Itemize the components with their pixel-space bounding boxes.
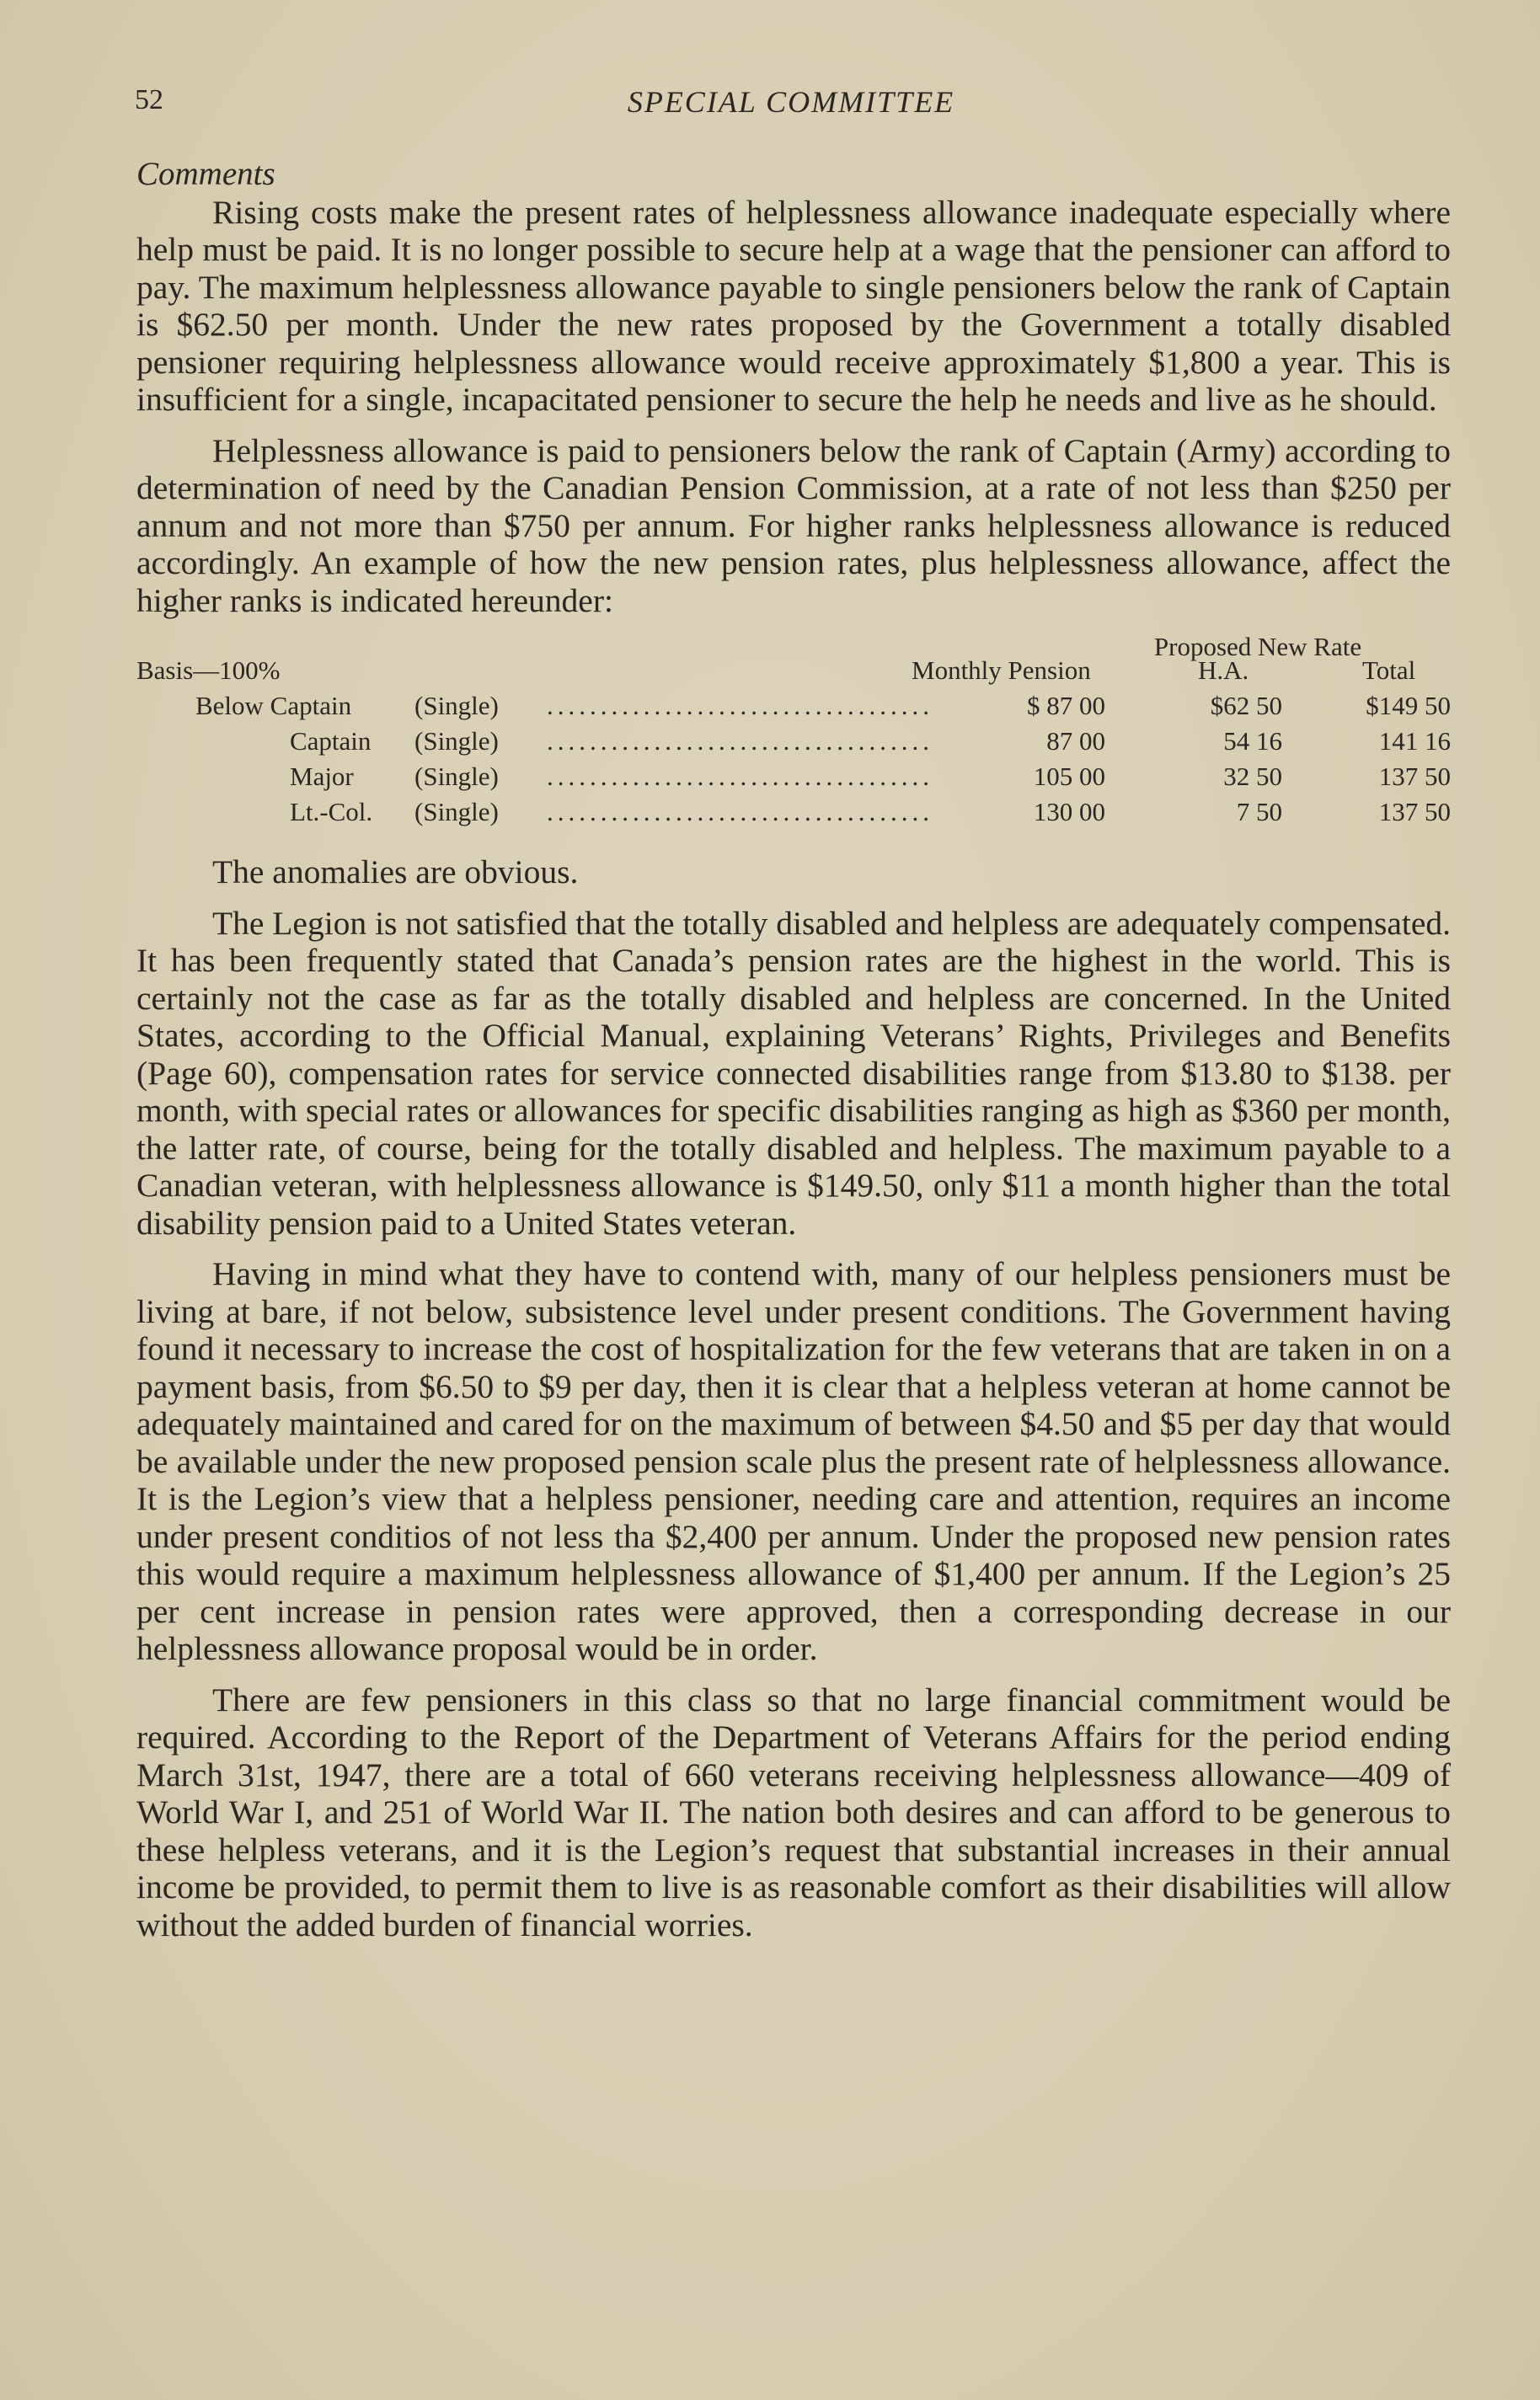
row-monthly-pension: 130 00 (1033, 797, 1105, 826)
row-rank: Captain (290, 726, 372, 756)
table-superhead: Proposed New Rate (1153, 632, 1362, 661)
section-heading: Comments (136, 156, 275, 192)
running-head: SPECIAL COMMITTEE (627, 85, 955, 119)
paragraph: The anomalies are obvious. (212, 853, 579, 890)
row-total: 137 50 (1378, 797, 1451, 826)
row-monthly-pension: 105 00 (1033, 762, 1105, 791)
paragraph: Having in mind what they have to contend with, many of our helpless pensioners must be living at bare, if not below, subsistence level under present conditions. The Government having found it necessary to increase the cost of hospitalization for the few veterans that are taken in on a payment basis, from $6.50 to $9 per day, then it is clear that a helpless veteran at home cannot be adequately maintained and cared for on the maximum of between $4.50 and $5 per day that would be available under the new proposed pension scale plus the present rate of helplessness allowance. It is the Legion’s view that a helpless pensioner, needing care and attention, requires an income under present conditios of not less tha $2,400 per annum. Under the proposed new pension rates this would require a maximum helplessness allowance of $1,400 per annum. If the Legion’s 25 per cent increase in pension rates were approved, then a corresponding decrease in our helplessness allowance proposal would be in order. (136, 1255, 1451, 1667)
paragraph: Helplessness allowance is paid to pensioners below the rank of Captain (Army) according to determination of need by the Canadian Pension Commission, at a rate of not less than $250 per annum and not more than $750 per annum. For higher ranks helplessness allowance is reduced accordingly. An example of how the new pension rates, plus helplessness allowance, affect the higher ranks is indicated hereunder: (136, 431, 1451, 619)
row-ha: 7 50 (1236, 797, 1282, 826)
row-ha: 54 16 (1223, 726, 1282, 756)
row-status: (Single) (414, 797, 499, 826)
row-monthly-pension: $ 87 00 (1027, 691, 1105, 720)
paragraph: The Legion is not satisfied that the totally disabled and helpless are adequately compensated. It has been frequently stated that Canada’s pension rates are the highest in the world. This is certainly not the case as far as the totally disabled and helpless are concerned. In the United States, according to the Official Manual, explaining Veterans’ Rights, Privileges and Benefits (Page 60), compensation rates for service connected disabilities range from $13.80 to $138. per month, with special rates or allowances for specific disabilities ranging as high as $360 per month, the latter rate, of course, being for the totally disabled and helpless. The maximum payable to a Canadian veteran, with helplessness allowance is $149.50, only $11 a month higher than the total disability pension paid to a United States veteran. (136, 904, 1451, 1242)
row-status: (Single) (414, 691, 499, 720)
page-number: 52 (135, 84, 163, 115)
rates-table (136, 629, 1451, 840)
column-header-monthly-pension: Monthly Pension (912, 655, 1091, 685)
paragraph: Rising costs make the present rates of helplessness allowance inadequate especially where help must be paid. It is no longer possible to secure help at a wage that the pensioner can afford to pay. The maximum helplessness allowance payable to single pensioners below the rank of Captain is $62.50 per month. Under the new rates proposed by the Government a totally disabled pensioner requiring helplessness allowance would receive approximately $1,800 a year. This is insufficient for a single, incapacitated pensioner to secure the help he needs and live as he should. (136, 193, 1451, 418)
leader-dots: .................................... (547, 726, 933, 756)
row-status: (Single) (414, 726, 499, 756)
row-ha: 32 50 (1223, 762, 1282, 791)
row-status: (Single) (414, 762, 499, 791)
page-header (135, 84, 1447, 126)
row-rank: Major (290, 762, 354, 791)
row-total: 137 50 (1378, 762, 1451, 791)
leader-dots: .................................... (547, 797, 933, 826)
body-text (136, 156, 1451, 1943)
leader-dots: .................................... (547, 762, 933, 791)
row-rank: Below Captain (195, 691, 352, 720)
paragraph: There are few pensioners in this class so that no large financial commitment would be required. According to the Report of the Department of Veterans Affairs for the period ending March 31st, 1947, there are a total of 660 veterans receiving helplessness allowance—409 of World War I, and 251 of World War II. The nation both desires and can afford to be generous to these helpless veterans, and it is the Legion’s request that substantial increases in their annual income be provided, to permit them to live is as reasonable comfort as their disabilities will allow without the added burden of financial worries. (136, 1681, 1451, 1943)
row-total: $149 50 (1366, 691, 1451, 720)
table-row (136, 794, 1451, 830)
column-header-total: Total (1362, 655, 1416, 685)
row-ha: $62 50 (1210, 691, 1282, 720)
leader-dots: .................................... (547, 691, 933, 720)
table-row (136, 759, 1451, 794)
table-basis-label: Basis—100% (136, 655, 281, 685)
row-rank: Lt.-Col. (290, 797, 373, 826)
row-monthly-pension: 87 00 (1046, 726, 1105, 756)
table-row (136, 688, 1451, 724)
table-row (136, 724, 1451, 759)
row-total: 141 16 (1378, 726, 1451, 756)
column-header-ha: H.A. (1198, 655, 1249, 685)
